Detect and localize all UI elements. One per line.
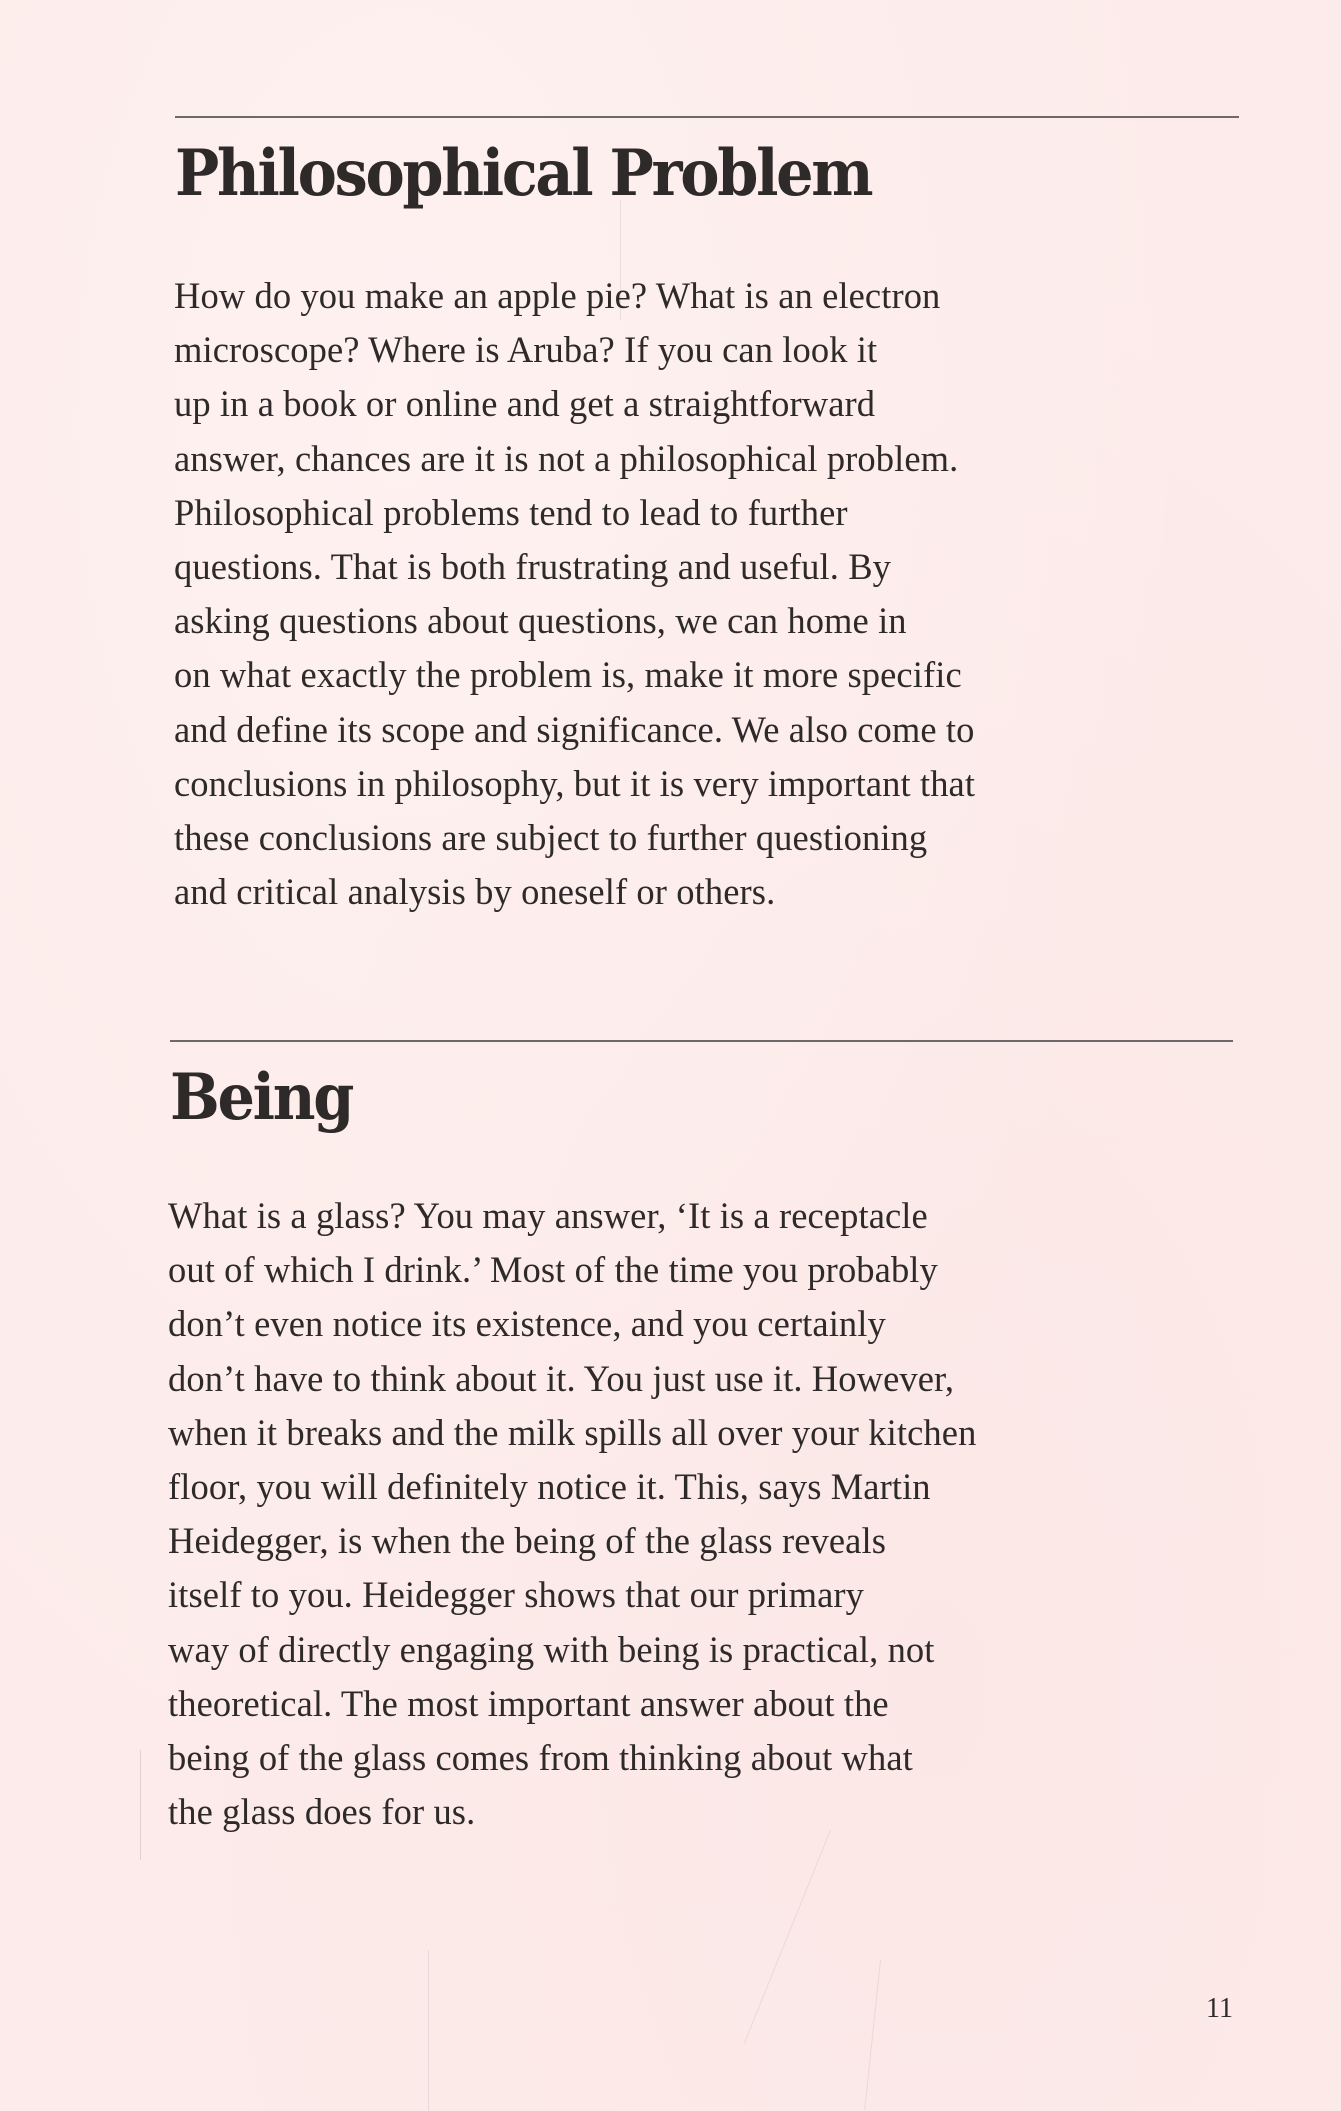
body-line: the glass does for us. <box>168 1791 476 1833</box>
body-line: conclusions in philosophy, but it is very important that <box>174 762 976 804</box>
body-line: don’t even notice its existence, and you certainly <box>168 1303 886 1345</box>
scan-crease-mark <box>864 1960 881 2110</box>
body-line: itself to you. Heidegger shows that our primary <box>168 1574 865 1616</box>
body-line: How do you make an apple pie? What is an electron <box>174 275 941 316</box>
body-line: on what exactly the problem is, make it more specific <box>174 654 962 696</box>
body-line: theoretical. The most important answer about the <box>168 1682 889 1724</box>
body-line: when it breaks and the milk spills all over your kitchen <box>168 1411 977 1453</box>
scan-crease-mark <box>140 1750 141 1860</box>
body-line: don’t have to think about it. You just use it. However, <box>168 1357 955 1399</box>
body-line: up in a book or online and get a straightforward <box>174 383 876 425</box>
body-line: asking questions about questions, we can home in <box>174 600 907 642</box>
body-line: answer, chances are it is not a philosophical problem. <box>174 437 959 479</box>
page-number: 11 <box>1206 1993 1233 2024</box>
body-line: questions. That is both frustrating and useful. By <box>174 546 892 588</box>
body-line: being of the glass comes from thinking about what <box>168 1737 913 1779</box>
scan-crease-mark <box>428 1950 429 2111</box>
section-divider <box>175 116 1239 118</box>
body-line: these conclusions are subject to further questioning <box>174 817 928 859</box>
body-line: and critical analysis by oneself or others. <box>174 871 776 913</box>
body-line: way of directly engaging with being is practical, not <box>168 1628 935 1670</box>
body-line: What is a glass? You may answer, ‘It is a receptacle <box>168 1195 928 1236</box>
body-line: Heidegger, is when the being of the glass reveals <box>168 1520 887 1562</box>
section-body <box>174 269 975 919</box>
body-line: floor, you will definitely notice it. This, says Martin <box>168 1466 931 1508</box>
section-body <box>168 1189 976 1839</box>
body-line: out of which I drink.’ Most of the time you probably <box>168 1249 938 1291</box>
scan-crease-mark <box>744 1830 831 2044</box>
body-line: Philosophical problems tend to lead to further <box>174 491 848 533</box>
body-line: microscope? Where is Aruba? If you can look it <box>174 329 878 371</box>
section-heading: Being <box>170 1060 353 1135</box>
section-divider <box>170 1040 1233 1042</box>
section-heading: Philosophical Problem <box>175 136 872 211</box>
body-line: and define its scope and significance. We also come to <box>174 708 975 750</box>
